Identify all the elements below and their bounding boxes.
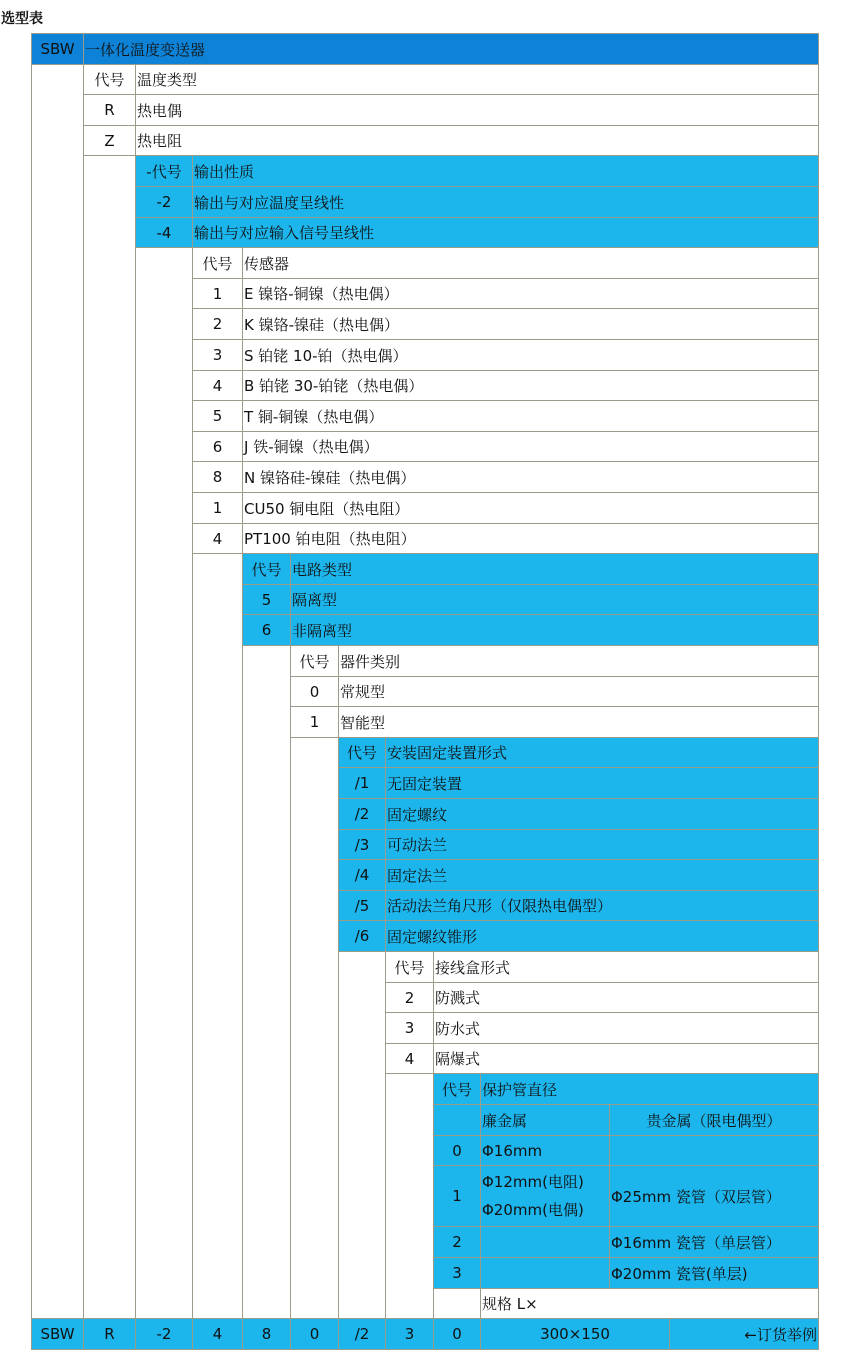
- junction-row-code: 2: [385, 982, 434, 1013]
- tube-row-noble: [609, 1135, 819, 1166]
- temp_type-row-code: R: [83, 94, 136, 126]
- output-row-label: 输出与对应温度呈线性: [192, 186, 819, 218]
- tube-row-code: 1: [433, 1165, 481, 1227]
- page-title: 选型表: [1, 11, 43, 27]
- device-row-label: 常规型: [338, 676, 819, 707]
- device-header-label: 器件类别: [338, 645, 819, 677]
- sensor-row-code: 5: [192, 400, 243, 432]
- device-header-code: 代号: [290, 645, 339, 677]
- mounting-row-code: /6: [338, 920, 386, 952]
- sensor-row-label: E 镍铬-铜镍（热电偶）: [242, 278, 819, 309]
- tube-row-code: 3: [433, 1257, 481, 1289]
- junction-row-code: 3: [385, 1012, 434, 1044]
- mounting-row-label: 固定螺纹锥形: [385, 920, 819, 952]
- sensor-row-label: T 铜-铜镍（热电偶）: [242, 400, 819, 432]
- tube-row-base: [480, 1226, 610, 1258]
- output-row-code: -2: [135, 186, 193, 218]
- example-cell: 8: [242, 1318, 291, 1350]
- temp_type-header-code: 代号: [83, 64, 136, 95]
- mounting-row-label: 固定螺纹: [385, 798, 819, 830]
- output-header-code: -代号: [135, 155, 193, 187]
- mounting-row-code: /5: [338, 890, 386, 921]
- spec-label: 规格 L×: [480, 1288, 819, 1319]
- mounting-header-code: 代号: [338, 737, 386, 768]
- sensor-row-label: K 镍铬-镍硅（热电偶）: [242, 308, 819, 340]
- example-cell: -2: [135, 1318, 193, 1350]
- sensor-header-label: 传感器: [242, 247, 819, 279]
- tube-sub-base: 廉金属: [480, 1104, 610, 1136]
- spacer: [83, 155, 136, 1319]
- spacer: [135, 247, 193, 1319]
- spacer: [31, 64, 84, 1319]
- circuit-row-code: 6: [242, 614, 291, 646]
- spacer: [242, 645, 291, 1319]
- tube-row-base: [480, 1165, 610, 1227]
- tube-row-base: [480, 1257, 610, 1289]
- sensor-row-code: 2: [192, 308, 243, 340]
- sensor-row-code: 1: [192, 278, 243, 309]
- tube-row-code: 2: [433, 1226, 481, 1258]
- example-cell: 4: [192, 1318, 243, 1350]
- mounting-row-label: 活动法兰角尺形（仅限热电偶型）: [385, 890, 819, 921]
- example-cell: R: [83, 1318, 136, 1350]
- mounting-row-label: 可动法兰: [385, 829, 819, 860]
- output-header-label: 输出性质: [192, 155, 819, 187]
- sensor-row-label: S 铂铑 10-铂（热电偶）: [242, 339, 819, 371]
- mounting-header-label: 安装固定装置形式: [385, 737, 819, 768]
- circuit-row-code: 5: [242, 584, 291, 615]
- header-code: SBW: [31, 33, 84, 65]
- example-cell: 0: [433, 1318, 481, 1350]
- junction-row-code: 4: [385, 1043, 434, 1074]
- header-name: 一体化温度变送器: [83, 33, 819, 65]
- junction-row-label: 防溅式: [433, 982, 819, 1013]
- sensor-row-label: N 镍铬硅-镍硅（热电偶）: [242, 461, 819, 493]
- junction-row-label: 隔爆式: [433, 1043, 819, 1074]
- tube-row-noble: Φ25mm 瓷管（双层管）: [609, 1165, 819, 1227]
- sensor-row-label: CU50 铜电阻（热电阻）: [242, 492, 819, 524]
- mounting-row-label: 无固定装置: [385, 767, 819, 799]
- mounting-row-code: /3: [338, 829, 386, 860]
- sensor-row-label: J 铁-铜镍（热电偶）: [242, 431, 819, 462]
- junction-row-label: 防水式: [433, 1012, 819, 1044]
- example-note: ←订货举例: [669, 1318, 819, 1350]
- sensor-row-code: 4: [192, 523, 243, 554]
- sensor-row-code: 6: [192, 431, 243, 462]
- junction-header-label: 接线盒形式: [433, 951, 819, 983]
- tube-sub-blank: [433, 1104, 481, 1136]
- sensor-row-code: 8: [192, 461, 243, 493]
- example-cell: SBW: [31, 1318, 84, 1350]
- device-row-code: 1: [290, 706, 339, 738]
- circuit-row-label: 非隔离型: [290, 614, 819, 646]
- mounting-row-code: /4: [338, 859, 386, 891]
- device-row-code: 0: [290, 676, 339, 707]
- sensor-row-label: PT100 铂电阻（热电阻）: [242, 523, 819, 554]
- tube-row-base-line: Φ20mm(电偶): [482, 1201, 584, 1219]
- sensor-row-label: B 铂铑 30-铂铑（热电偶）: [242, 370, 819, 401]
- temp_type-row-code: Z: [83, 125, 136, 156]
- mounting-row-label: 固定法兰: [385, 859, 819, 891]
- tube-header-label: 保护管直径: [480, 1073, 819, 1105]
- mounting-row-code: /2: [338, 798, 386, 830]
- output-row-code: -4: [135, 217, 193, 248]
- tube-row-noble: Φ20mm 瓷管(单层): [609, 1257, 819, 1289]
- junction-header-code: 代号: [385, 951, 434, 983]
- tube-sub-noble: 贵金属（限电偶型）: [609, 1104, 819, 1136]
- mounting-row-code: /1: [338, 767, 386, 799]
- tube-row-base-line: Φ12mm(电阻): [482, 1173, 584, 1191]
- circuit-row-label: 隔离型: [290, 584, 819, 615]
- sensor-row-code: 1: [192, 492, 243, 524]
- tube-header-code: 代号: [433, 1073, 481, 1105]
- sensor-row-code: 4: [192, 370, 243, 401]
- spacer: [192, 553, 243, 1319]
- example-cell: 0: [290, 1318, 339, 1350]
- sensor-row-code: 3: [192, 339, 243, 371]
- tube-row-noble: Φ16mm 瓷管（单层管）: [609, 1226, 819, 1258]
- spacer: [338, 951, 386, 1319]
- spacer: [290, 737, 339, 1319]
- tube-row-base: Φ16mm: [480, 1135, 610, 1166]
- spacer: [385, 1073, 434, 1319]
- tube-row-code: 0: [433, 1135, 481, 1166]
- example-size: 300×150: [480, 1318, 670, 1350]
- spec-blank: [433, 1288, 481, 1319]
- temp_type-row-label: 热电偶: [135, 94, 819, 126]
- sensor-header-code: 代号: [192, 247, 243, 279]
- circuit-header-label: 电路类型: [290, 553, 819, 585]
- example-cell: 3: [385, 1318, 434, 1350]
- example-cell: /2: [338, 1318, 386, 1350]
- circuit-header-code: 代号: [242, 553, 291, 585]
- temp_type-header-label: 温度类型: [135, 64, 819, 95]
- device-row-label: 智能型: [338, 706, 819, 738]
- temp_type-row-label: 热电阻: [135, 125, 819, 156]
- output-row-label: 输出与对应输入信号呈线性: [192, 217, 819, 248]
